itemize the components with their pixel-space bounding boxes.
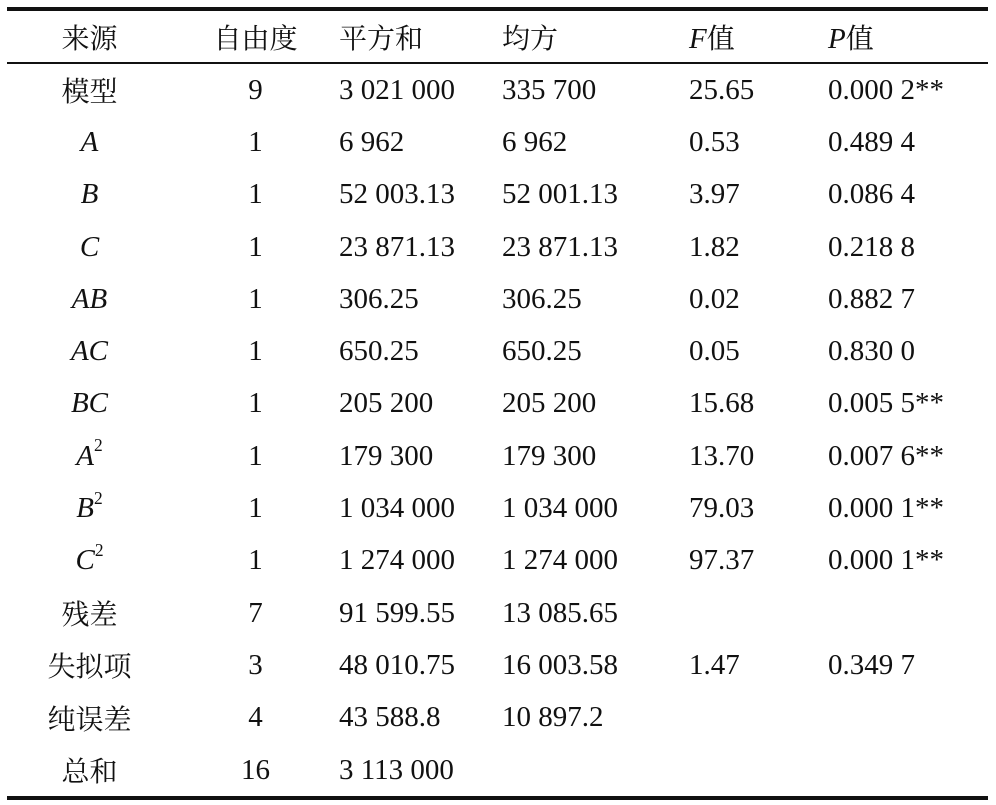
cell-f: 13.70 — [689, 439, 755, 472]
header-df: 自由度 — [213, 21, 298, 55]
cell-ms: 1 034 000 — [502, 492, 618, 525]
cell-source: BC — [70, 387, 109, 420]
cell-p: 0.005 5** — [828, 387, 944, 420]
cell-ms: 52 001.13 — [502, 178, 618, 211]
table-row — [7, 169, 988, 221]
cell-df: 4 — [248, 701, 263, 734]
cell-source: $C^2$ — [75, 540, 104, 577]
cell-df: 1 — [248, 125, 263, 158]
cell-ms — [502, 744, 689, 798]
cell-f: 0.05 — [689, 335, 740, 368]
cell-df: 1 — [248, 282, 263, 315]
cell-ss: 48 010.75 — [339, 648, 455, 681]
cell-ms: 10 897.2 — [502, 701, 604, 734]
cell-ms: 1 274 000 — [502, 544, 618, 577]
cell-p: 0.349 7 — [828, 648, 915, 681]
cell-ss: 1 034 000 — [339, 492, 455, 525]
cell-f: 25.65 — [689, 73, 755, 106]
table-body — [7, 63, 988, 798]
cell-source: 模型 — [61, 75, 118, 109]
cell-ss: 3 113 000 — [339, 753, 454, 786]
cell-source: C — [79, 230, 100, 263]
table-row — [7, 639, 988, 691]
cell-f: 0.53 — [689, 125, 740, 158]
cell-p: 0.086 4 — [828, 178, 915, 211]
cell-df: 16 — [241, 753, 270, 786]
cell-df: 1 — [248, 178, 263, 211]
cell-df: 1 — [248, 230, 263, 263]
cell-source: AB — [71, 282, 108, 315]
table-row — [7, 430, 988, 482]
cell-p: 0.830 0 — [828, 335, 915, 368]
cell-p: 0.000 1** — [828, 544, 944, 577]
header-ms: 均方 — [502, 21, 559, 55]
cell-ss: 52 003.13 — [339, 178, 455, 211]
cell-source: 失拟项 — [47, 650, 132, 684]
cell-ss: 23 871.13 — [339, 230, 455, 263]
cell-ms: 335 700 — [502, 73, 597, 106]
cell-f: 15.68 — [689, 387, 755, 420]
cell-ms: 306.25 — [502, 282, 582, 315]
cell-ms: 16 003.58 — [502, 648, 618, 681]
table-row — [7, 378, 988, 430]
cell-p — [828, 587, 988, 639]
cell-df: 1 — [248, 544, 263, 577]
cell-source: A — [80, 125, 99, 158]
header-ss: 平方和 — [339, 21, 424, 55]
cell-f — [689, 744, 828, 798]
cell-source: 纯误差 — [47, 702, 132, 736]
cell-df: 7 — [248, 596, 263, 629]
table-row — [7, 744, 988, 798]
cell-df: 3 — [248, 648, 263, 681]
cell-df: 9 — [248, 73, 263, 106]
table-row — [7, 535, 988, 587]
cell-f: 1.47 — [689, 648, 740, 681]
cell-ss: 3 021 000 — [339, 73, 455, 106]
cell-ms: 23 871.13 — [502, 230, 618, 263]
cell-source: B — [80, 178, 99, 211]
table-row — [7, 482, 988, 534]
cell-source: $B^2$ — [76, 487, 103, 525]
table-row — [7, 221, 988, 273]
cell-ss: 91 599.55 — [339, 596, 455, 629]
table-row — [7, 273, 988, 325]
cell-f — [689, 587, 828, 639]
cell-f: 1.82 — [689, 230, 740, 263]
table-row — [7, 116, 988, 168]
cell-p — [828, 692, 988, 744]
cell-ss: 179 300 — [339, 439, 434, 472]
cell-f: 79.03 — [689, 492, 755, 525]
cell-ms: 205 200 — [502, 387, 597, 420]
table-row — [7, 325, 988, 377]
header-f: F值 — [689, 21, 735, 55]
cell-f — [689, 692, 828, 744]
header-row — [7, 9, 988, 63]
cell-df: 1 — [248, 335, 263, 368]
table-row — [7, 692, 988, 744]
cell-p — [828, 744, 988, 798]
cell-f: 97.37 — [689, 544, 755, 577]
cell-ms: 179 300 — [502, 439, 597, 472]
cell-p: 0.000 1** — [828, 492, 944, 525]
cell-ss: 306.25 — [339, 282, 419, 315]
anova-table — [7, 7, 988, 800]
table-row — [7, 587, 988, 639]
cell-ss: 650.25 — [339, 335, 419, 368]
table-row — [7, 63, 988, 116]
cell-source: 残差 — [61, 598, 118, 632]
cell-f: 0.02 — [689, 282, 740, 315]
cell-ss: 43 588.8 — [339, 701, 441, 734]
cell-ms: 13 085.65 — [502, 596, 618, 629]
cell-ss: 205 200 — [339, 387, 434, 420]
cell-df: 1 — [248, 387, 263, 420]
cell-ss: 6 962 — [339, 125, 405, 158]
cell-p: 0.218 8 — [828, 230, 915, 263]
cell-p: 0.882 7 — [828, 282, 915, 315]
cell-p: 0.007 6** — [828, 439, 944, 472]
cell-p: 0.000 2** — [828, 73, 944, 106]
cell-source: 总和 — [61, 755, 118, 788]
cell-ms: 650.25 — [502, 335, 582, 368]
cell-ms: 6 962 — [502, 125, 568, 158]
cell-source: $A^2$ — [76, 435, 103, 472]
cell-ss: 1 274 000 — [339, 544, 455, 577]
cell-df: 1 — [248, 439, 263, 472]
header-p: P值 — [828, 21, 874, 55]
header-source: 来源 — [61, 21, 118, 55]
cell-source: AC — [70, 335, 109, 368]
cell-p: 0.489 4 — [828, 125, 915, 158]
cell-df: 1 — [248, 492, 263, 525]
table-header — [7, 9, 988, 63]
cell-f: 3.97 — [689, 178, 740, 211]
